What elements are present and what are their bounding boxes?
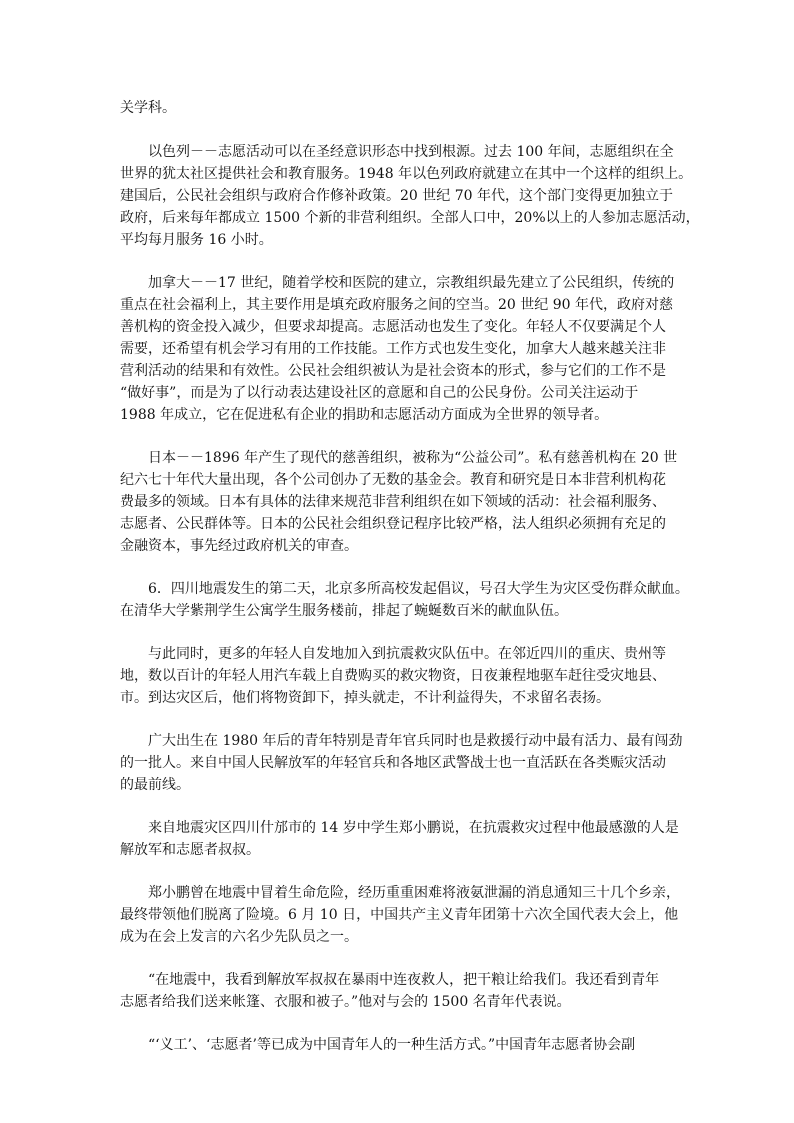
paragraph-israel-first-line: 以色列－－志愿活动可以在圣经意识形态中找到根源。过去 100 年间，志愿组织在全 [148,144,674,160]
text-line: 建国后，公民社会组织与政府合作修补政策。20 世纪 70 年代，这个部门变得更加独立于 [120,188,673,204]
text-line: 最终带领他们脱离了险境。6 月 10 日，中国共产主义青年团第十六次全国代表大会上，他 [120,907,679,923]
text-line: 关学科。 [120,100,176,116]
paragraph-zheng-danger-first-line: 郑小鹏曾在地震中冒着生命危险，经历重重困难将液氨泄漏的消息通知三十几个乡亲， [148,885,680,901]
paragraph-zheng-xiaopeng-first-line: 来自地震灾区四川什邡市的 14 岁中学生郑小鹏说，在抗震救灾过程中他最感激的人是 [148,820,679,836]
paragraph-canada-first-line: 加拿大－－17 世纪，随着学校和医院的建立，宗教组织最先建立了公民组织，传统的 [148,275,675,291]
paragraph-quote-first-line: “在地震中，我看到解放军叔叔在暴雨中连夜救人，把干粮让给我们。我还看到青年 [148,972,660,988]
text-line: 的一批人。来自中国人民解放军的年轻官兵和各地区武警战士也一直活跃在各类赈灾活动 [120,755,666,771]
text-line: 市。到达灾区后，他们将物资卸下，掉头就走，不计利益得失，不求留名表扬。 [120,690,610,706]
text-line: 善机构的资金投入减少，但要求却提高。志愿活动也发生了变化。年轻人不仅要满足个人 [120,319,666,335]
text-line: 需要，还希望有机会学习有用的工作技能。工作方式也发生变化，加拿大人越来越关注非 [120,341,666,357]
text-line: “做好事”，而是为了以行动表达建设社区的意愿和自己的公民身份。公司关注运动于 [120,385,639,401]
text-line: 世界的犹太社区提供社会和教育服务。1948 年以色列政府就建立在其中一个这样的组织上。 [120,166,693,182]
text-line: 志愿者、公民群体等。日本的公民社会组织登记程序比较严格，法人组织必须拥有充足的 [120,516,666,532]
text-line: 营利活动的结果和有效性。公民社会组织被认为是社会资本的形式，参与它们的工作不是 [120,363,666,379]
paragraph-japan-first-line: 日本－－1896 年产生了现代的慈善组织，被称为“公益公司”。私有慈善机构在 20 世 [148,450,678,466]
paragraph-post80s-first-line: 广大出生在 1980 年后的青年特别是青年官兵同时也是救援行动中最有活力、最有闯劲 [148,733,683,749]
text-line: 的最前线。 [120,777,190,793]
text-line: 成为在会上发言的六名少先队员之一。 [120,929,358,945]
text-line: 平均每月服务 16 小时。 [120,232,273,248]
paragraph-item-6-first-line: 6．四川地震发生的第二天，北京多所高校发起倡议，号召大学生为灾区受伤群众献血。 [148,581,689,597]
paragraph-volunteer-lifestyle-first-line: “‘义工’、‘志愿者’等已成为中国青年人的一种生活方式。”中国青年志愿者协会副 [148,1037,636,1053]
text-line: 志愿者给我们送来帐篷、衣服和被子。”他对与会的 1500 名青年代表说。 [120,994,571,1010]
text-line: 重点在社会福利上，其主要作用是填充政府服务之间的空当。20 世纪 90 年代，政府对慈 [120,297,673,313]
text-line: 解放军和志愿者叔叔。 [120,842,260,858]
paragraph-young-volunteers-first-line: 与此同时，更多的年轻人自发地加入到抗震救灾队伍中。在邻近四川的重庆、贵州等 [148,646,666,662]
text-line: 费最多的领域。日本有具体的法律来规范非营利组织在如下领域的活动：社会福利服务、 [120,494,666,510]
text-line: 地，数以百计的年轻人用汽车载上自费购买的救灾物资，日夜兼程地驱车赶往受灾地县、 [120,668,666,684]
text-line: 政府，后来每年都成立 1500 个新的非营利组织。全部人口中，20%以上的人参加志愿活动， [120,210,700,226]
text-line: 1988 年成立，它在促进私有企业的捐助和志愿活动方面成为全世界的领导者。 [120,407,609,423]
text-line: 在清华大学紫荆学生公寓学生服务楼前，排起了蜿蜒数百米的献血队伍。 [120,603,568,619]
text-line: 纪六七十年代大量出现，各个公司创办了无数的基金会。教育和研究是日本非营利机构花 [120,472,666,488]
text-line: 金融资本，事先经过政府机关的审查。 [120,538,358,554]
